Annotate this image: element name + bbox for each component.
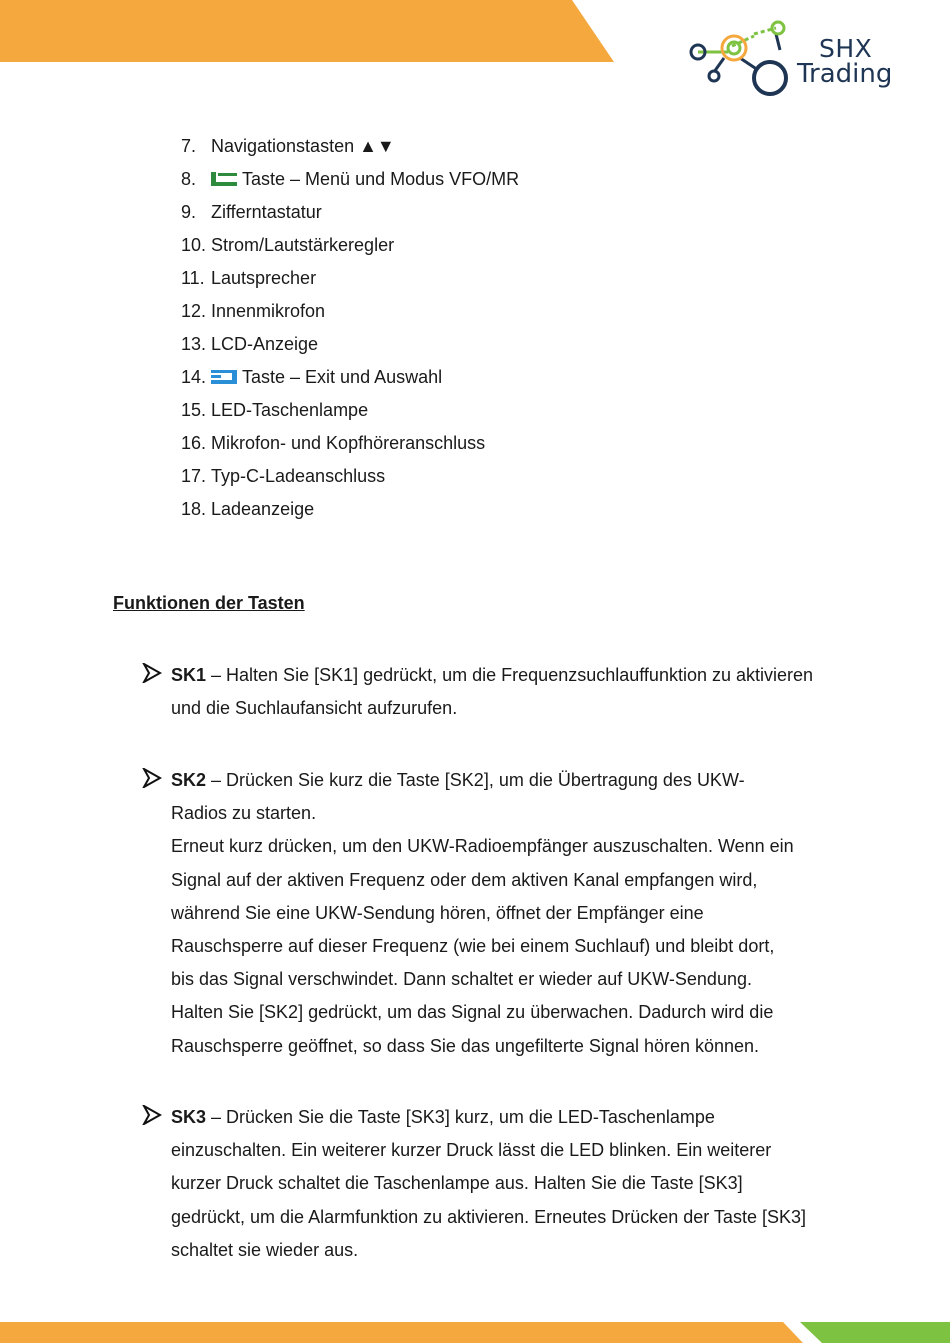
- key-name: SK3: [171, 1107, 207, 1127]
- key-name: SK2: [171, 770, 207, 790]
- list-item-label: Navigationstasten ▲▼: [211, 135, 395, 156]
- list-item-number: 12.: [181, 300, 207, 321]
- section-title: Funktionen der Tasten: [113, 593, 305, 613]
- list-item: [181, 492, 519, 525]
- list-item-label: LED-Taschenlampe: [211, 399, 369, 420]
- list-item: [181, 360, 519, 393]
- list-item-label: Zifferntastatur: [211, 201, 322, 222]
- list-item-label: Mikrofon- und Kopfhöreranschluss: [211, 432, 486, 453]
- list-item-label: Taste – Menü und Modus VFO/MR: [242, 168, 520, 189]
- exit-key-icon: [211, 370, 237, 384]
- list-item-number: 14.: [181, 366, 207, 387]
- list-item: [181, 228, 519, 261]
- list-item-number: 13.: [181, 333, 207, 354]
- key-text: – Drücken Sie kurz die Taste [SK2], um die Übertragung des UKW-Radios zu starten.: [171, 770, 745, 824]
- arrow-bullet-icon: [142, 1105, 162, 1125]
- key-name: SK1: [171, 665, 207, 685]
- list-item: [181, 426, 519, 459]
- list-item-label: Lautsprecher: [211, 267, 317, 288]
- arrow-bullet-icon: [142, 663, 162, 683]
- key-text: – Drücken Sie die Taste [SK3] kurz, um die LED-Taschenlampe einzuschalten. Ein weiterer kurzer Druck lässt die LED blinken. Ein weiterer kurzer Druck schaltet die Taschenlampe aus. Halten Sie die Taste [SK3] gedrückt, um die Alarmfunktion zu aktivieren. Erneutes Drücken der Taste [SK3] schaltet sie wieder aus.: [171, 1107, 806, 1260]
- key-description-sk1: [142, 659, 842, 725]
- arrow-bullet-icon: [142, 768, 162, 788]
- list-item-label: Innenmikrofon: [211, 300, 326, 321]
- menu-key-icon: [211, 172, 237, 186]
- list-item-number: 11.: [181, 267, 205, 288]
- list-item: [181, 162, 519, 195]
- key-text: – Halten Sie [SK1] gedrückt, um die Frequenzsuchlauffunktion zu aktivieren und die Suchlaufansicht aufzurufen.: [171, 665, 814, 719]
- list-item: [181, 294, 519, 327]
- list-item-number: 15.: [181, 399, 207, 420]
- list-item: [181, 327, 519, 360]
- list-item-number: 17.: [181, 465, 207, 486]
- list-item-label: Strom/Lautstärkeregler: [211, 234, 395, 255]
- footer-band: [0, 1316, 950, 1343]
- list-item-number: 8.: [181, 168, 197, 189]
- key-text-extra: Erneut kurz drücken, um den UKW-Radioempfänger auszuschalten. Wenn ein Signal auf der aktiven Frequenz oder dem aktiven Kanal empfangen wird, während Sie eine UKW-Sendung hören, öffnet der Empfänger eine Rauschsperre auf dieser Frequenz (wie bei einem Suchlauf) und bleibt dort, bis das Signal verschwindet. Dann schaltet er wieder auf UKW-Sendung. Halten Sie [SK2] gedrückt, um das Signal zu überwachen. Dadurch wird die Rauschsperre geöffnet, so dass Sie das ungefilterte Signal hören können.: [171, 836, 794, 1056]
- list-item: [181, 459, 519, 492]
- list-item: [181, 393, 519, 426]
- list-item-label: Taste – Exit und Auswahl: [242, 366, 443, 387]
- key-description-sk2: [142, 764, 842, 1063]
- logo-text-trading: Trading: [797, 59, 893, 89]
- list-item-number: 7.: [181, 135, 197, 156]
- key-description-sk3: [142, 1101, 842, 1267]
- list-item-number: 16.: [181, 432, 207, 453]
- list-item: [181, 129, 519, 162]
- logo-text-shx: SHX: [819, 34, 873, 63]
- list-item-label: Ladeanzeige: [211, 498, 315, 519]
- list-item-number: 18.: [181, 498, 207, 519]
- list-item-number: 9.: [181, 201, 197, 222]
- component-list: [181, 129, 519, 525]
- list-item-number: 10.: [181, 234, 207, 255]
- list-item-label: Typ-C-Ladeanschluss: [211, 465, 386, 486]
- list-item: [181, 261, 519, 294]
- list-item: [181, 195, 519, 228]
- list-item-label: LCD-Anzeige: [211, 333, 319, 354]
